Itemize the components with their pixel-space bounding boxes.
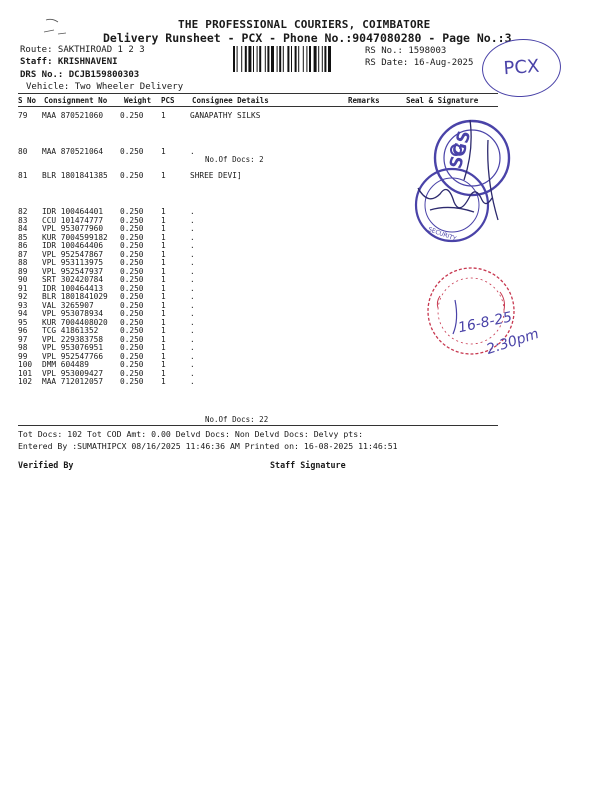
handwritten-date: 16-8-25 (456, 309, 514, 337)
row-consignee: . (190, 283, 195, 293)
row-consignment-no: TCG 41861352 (42, 326, 99, 335)
row-pcs: 1 (161, 258, 166, 267)
row-weight: 0.250 (120, 147, 144, 156)
row-consignment-no: IDR 100464401 (42, 207, 104, 216)
row-pcs: 1 (161, 171, 166, 180)
row-weight: 0.250 (120, 309, 144, 318)
row-consignment-no: SRT 302420784 (42, 275, 104, 284)
row-consignee: . (190, 377, 195, 386)
row-consignee: . (190, 351, 195, 361)
verified-by: Verified By (18, 460, 74, 470)
row-consignment-no: VPL 953009427 (42, 368, 104, 378)
row-consignee: . (190, 275, 195, 284)
drs-no: DRS No.: DCJB159800303 (20, 70, 140, 80)
row-sno: 94 (18, 309, 28, 318)
row-weight: 0.250 (120, 292, 144, 301)
row-pcs: 1 (161, 377, 166, 386)
row-weight: 0.250 (120, 224, 144, 233)
row-pcs: 1 (161, 215, 166, 225)
summary-line: Tot Docs: 102 Tot COD Amt: 0.00 Delvd Docs: Non Delvd Docs: Delvy pts: (18, 429, 364, 439)
row-consignee: . (190, 241, 195, 250)
row-weight: 0.250 (120, 258, 144, 267)
row-weight: 0.250 (120, 283, 144, 293)
row-sno: 91 (18, 283, 28, 293)
row-sno: 86 (18, 241, 28, 250)
row-consignee: SHREE DEVI] (190, 171, 242, 180)
row-pcs: 1 (161, 241, 166, 250)
col-sno: S No (18, 96, 37, 105)
row-pcs: 1 (161, 292, 166, 301)
row-sno: 87 (18, 249, 28, 259)
row-consignment-no: IDR 100464406 (42, 241, 104, 250)
row-sno: 102 (18, 377, 33, 386)
row-weight: 0.250 (120, 232, 144, 242)
row-consignment-no: BLR 1801841029 (42, 292, 108, 301)
row-consignee: . (190, 224, 195, 233)
row-weight: 0.250 (120, 351, 144, 361)
row-consignee: . (190, 258, 195, 267)
docs-count-group-102: No.Of Docs: 22 (205, 415, 269, 424)
col-pcs: PCS (161, 96, 175, 105)
col-remarks: Remarks (348, 96, 380, 105)
row-consignment-no: KUR 7004408020 (42, 317, 108, 327)
col-consignee: Consignee Details (192, 96, 269, 105)
row-pcs: 1 (161, 275, 166, 284)
row-weight: 0.250 (120, 241, 144, 250)
staff-signature: Staff Signature (270, 460, 346, 470)
row-consignment-no: MAA 712012057 (42, 377, 104, 386)
row-pcs: 1 (161, 207, 166, 216)
row-weight: 0.250 (120, 317, 144, 327)
row-consignee: . (190, 309, 195, 318)
entered-by: Entered By :SUMATHIPCX 08/16/2025 11:46:36 AM Printed on: 16-08-2025 11:46:51 (18, 441, 398, 451)
row-pcs: 1 (161, 283, 166, 293)
rs-no: RS No.: 1598003 (365, 46, 447, 56)
row-consignment-no: KUR 7004599182 (42, 232, 108, 242)
row-weight: 0.250 (120, 215, 144, 225)
row-sno: 84 (18, 224, 28, 233)
row-weight: 0.250 (120, 111, 144, 120)
row-consignment-no: VPL 953077960 (42, 224, 104, 233)
row-sno: 81 (18, 171, 28, 180)
row-pcs: 1 (161, 249, 166, 259)
row-weight: 0.250 (120, 249, 144, 259)
row-pcs: 1 (161, 224, 166, 233)
rs-date: RS Date: 16-Aug-2025 (365, 58, 474, 68)
vehicle: Vehicle: Two Wheeler Delivery (26, 82, 184, 92)
row-consignment-no: VPL 952547766 (42, 351, 104, 361)
row-consignment-no: IDR 100464413 (42, 283, 104, 293)
row-consignment-no: DMM 604489 (42, 360, 89, 369)
row-sno: 80 (18, 147, 28, 156)
company-name: THE PROFESSIONAL COURIERS, COIMBATORE (178, 18, 431, 31)
purple-seal-stamp (435, 121, 509, 195)
row-consignee: . (190, 300, 195, 310)
row-pcs: 1 (161, 343, 166, 352)
row-sno: 93 (18, 300, 28, 310)
row-weight: 0.250 (120, 377, 144, 386)
row-sno: 100 (18, 360, 33, 369)
row-weight: 0.250 (120, 326, 144, 335)
runsheet-title: Delivery Runsheet - PCX - Phone No.:9047080280 - Page No.:3 (103, 31, 512, 45)
seal-ring-text: SECURITY (427, 226, 458, 243)
row-weight: 0.250 (120, 207, 144, 216)
row-pcs: 1 (161, 309, 166, 318)
row-sno: 88 (18, 258, 28, 267)
row-sno: 79 (18, 111, 28, 120)
row-consignment-no: VPL 229383758 (42, 334, 104, 344)
row-consignee: . (190, 232, 195, 242)
purple-security-stamp (416, 169, 488, 243)
row-weight: 0.250 (120, 360, 144, 369)
row-pcs: 1 (161, 232, 166, 242)
route: Route: SAKTHIROAD 1 2 3 (20, 45, 145, 55)
row-sno: 92 (18, 292, 28, 301)
row-pcs: 1 (161, 334, 166, 344)
row-pcs: 1 (161, 266, 166, 276)
row-consignee: . (190, 317, 195, 327)
row-sno: 89 (18, 266, 28, 276)
row-consignee: . (190, 207, 195, 216)
row-sno: 83 (18, 215, 28, 225)
col-seal: Seal & Signature (406, 96, 479, 105)
row-consignee: . (190, 249, 195, 259)
row-sno: 98 (18, 343, 28, 352)
scribble-mark (44, 19, 66, 34)
row-pcs: 1 (161, 111, 166, 120)
row-consignment-no: VPL 953078934 (42, 309, 104, 318)
row-pcs: 1 (161, 368, 166, 378)
row-sno: 101 (18, 368, 33, 378)
row-consignee: . (190, 292, 195, 301)
row-consignment-no: CCU 101474777 (42, 215, 104, 225)
row-consignment-no: MAA 870521064 (42, 147, 104, 156)
row-consignee: . (190, 326, 195, 335)
row-sno: 95 (18, 317, 28, 327)
row-consignment-no: MAA 870521060 (42, 111, 104, 120)
row-sno: 97 (18, 334, 28, 344)
row-pcs: 1 (161, 360, 166, 369)
row-consignment-no: VAL 3265907 (42, 300, 94, 310)
row-pcs: 1 (161, 300, 166, 310)
row-pcs: 1 (161, 147, 166, 156)
row-consignment-no: VPL 953113975 (42, 258, 104, 267)
pcx-stamp: PCX (480, 36, 563, 99)
row-consignment-no: VPL 952547937 (42, 266, 104, 276)
handwritten-time: 2:30pm (484, 325, 541, 358)
row-consignee: . (190, 368, 195, 378)
row-weight: 0.250 (120, 368, 144, 378)
row-pcs: 1 (161, 351, 166, 361)
row-consignee: . (190, 343, 195, 352)
row-pcs: 1 (161, 326, 166, 335)
row-weight: 0.250 (120, 300, 144, 310)
row-sno: 96 (18, 326, 28, 335)
row-consignment-no: VPL 952547867 (42, 249, 104, 259)
row-weight: 0.250 (120, 275, 144, 284)
row-consignment-no: VPL 953076951 (42, 343, 104, 352)
row-sno: 90 (18, 275, 28, 284)
row-sno: 82 (18, 207, 28, 216)
col-weight: Weight (124, 96, 152, 105)
row-weight: 0.250 (120, 334, 144, 344)
row-consignee: . (190, 147, 195, 156)
row-consignee: . (190, 334, 195, 344)
row-consignee: . (190, 360, 195, 369)
staff: Staff: KRISHNAVENI (20, 57, 118, 67)
row-weight: 0.250 (120, 171, 144, 180)
row-weight: 0.250 (120, 343, 144, 352)
col-consignment: Consignment No (44, 96, 108, 105)
seal-text: SGS (445, 128, 476, 171)
row-consignee: . (190, 266, 195, 276)
row-pcs: 1 (161, 317, 166, 327)
row-consignment-no: BLR 1801841385 (42, 171, 108, 180)
docs-count-group-80: No.Of Docs: 2 (205, 155, 264, 164)
row-consignee: . (190, 215, 195, 225)
row-sno: 99 (18, 351, 28, 361)
row-consignee: GANAPATHY SILKS (190, 111, 261, 120)
row-sno: 85 (18, 232, 28, 242)
row-weight: 0.250 (120, 266, 144, 276)
